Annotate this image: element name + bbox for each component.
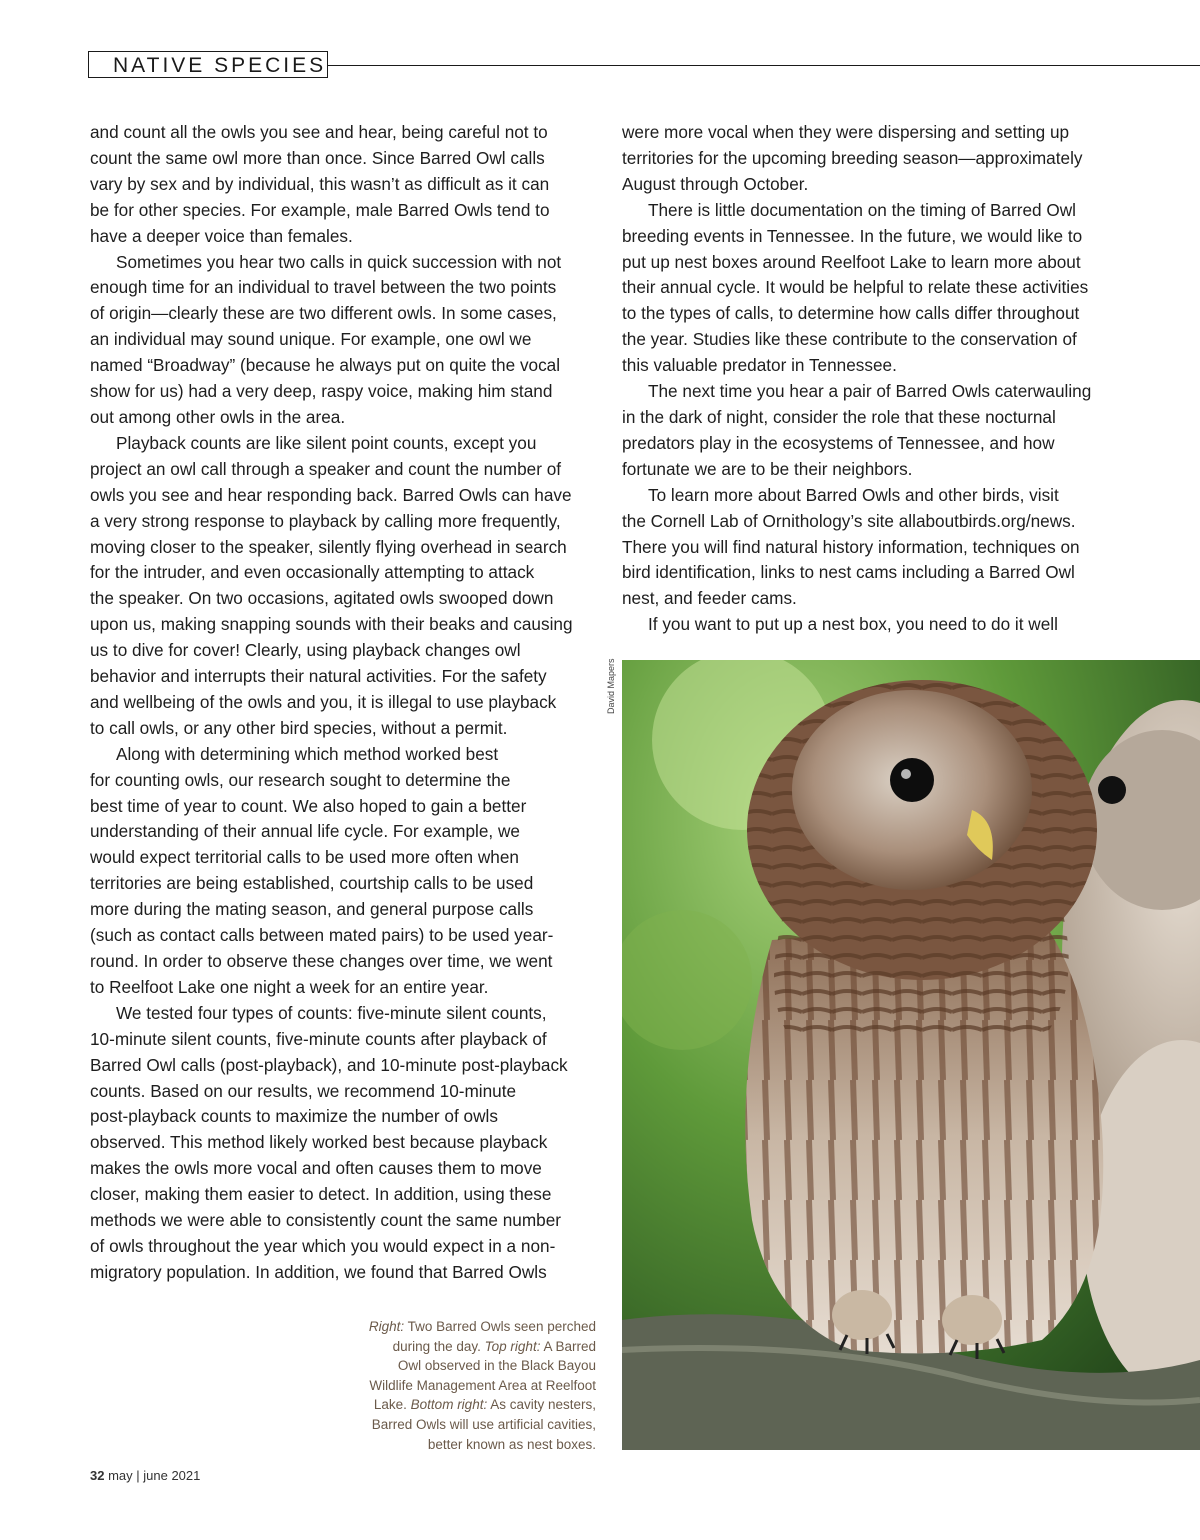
text-line: predators play in the ecosystems of Tennessee, and how xyxy=(622,432,1055,453)
text-line: Sometimes you hear two calls in quick succession with not xyxy=(116,251,562,272)
caption-text: Barred Owls will use artificial cavities, xyxy=(371,1416,596,1432)
text-line: and wellbeing of the owls and you, it is illegal to use playback xyxy=(90,691,557,712)
owl-photo xyxy=(622,660,1200,1450)
text-line: Playback counts are like silent point counts, except you xyxy=(116,432,537,453)
caption-label: Top right: xyxy=(484,1338,541,1354)
photo-credit: David Mapers xyxy=(606,658,616,714)
section-label: NATIVE SPECIES xyxy=(88,51,328,78)
text-line: August through October. xyxy=(622,173,809,194)
caption-line xyxy=(340,1435,596,1455)
caption-line xyxy=(340,1415,596,1435)
text-line: of owls throughout the year which you would expect in a non- xyxy=(90,1235,556,1256)
text-line: nest, and feeder cams. xyxy=(622,588,797,609)
text-line: the year. Studies like these contribute to the conservation of xyxy=(622,329,1077,350)
text-line: the Cornell Lab of Ornithology’s site allaboutbirds.org/news. xyxy=(622,510,1076,531)
text-line: best time of year to count. We also hoped to gain a better xyxy=(90,795,527,816)
text-line: observed. This method likely worked best because playback xyxy=(90,1132,548,1153)
caption-line xyxy=(340,1395,596,1415)
text-line: this valuable predator in Tennessee. xyxy=(622,355,897,376)
caption-text: Wildlife Management Area at Reelfoot xyxy=(369,1377,596,1393)
text-line: us to dive for cover! Clearly, using playback changes owl xyxy=(90,640,521,661)
caption-line xyxy=(340,1337,596,1357)
text-line: to the types of calls, to determine how calls differ throughout xyxy=(622,303,1080,324)
text-line: more during the mating season, and general purpose calls xyxy=(90,899,534,920)
text-line: for the intruder, and even occasionally attempting to attack xyxy=(90,562,535,583)
owl-photo-illustration xyxy=(622,660,1200,1450)
text-line: out among other owls in the area. xyxy=(90,406,346,427)
text-line: counts. Based on our results, we recommend 10-minute xyxy=(90,1080,517,1101)
caption-text: A Barred xyxy=(540,1338,596,1354)
text-line: makes the owls more vocal and often causes them to move xyxy=(90,1158,542,1179)
text-line: territories are being established, courtship calls to be used xyxy=(90,873,534,894)
text-line: to Reelfoot Lake one night a week for an entire year. xyxy=(90,976,489,997)
text-line: for counting owls, our research sought to determine the xyxy=(90,769,511,790)
text-line: We tested four types of counts: five-minute silent counts, xyxy=(116,1002,547,1023)
right-column xyxy=(622,120,1200,638)
issue-date: may | june 2021 xyxy=(108,1468,201,1483)
text-line: project an owl call through a speaker and count the number of xyxy=(90,458,562,479)
text-line: round. In order to observe these changes over time, we went xyxy=(90,951,553,971)
text-line: upon us, making snapping sounds with their beaks and causing xyxy=(90,614,573,635)
caption-label: Right: xyxy=(368,1319,405,1334)
caption-text: Two Barred Owls seen perched xyxy=(404,1319,596,1334)
caption-text: Owl observed in the Black Bayou xyxy=(397,1358,596,1374)
text-line: There you will find natural history information, techniques on xyxy=(622,536,1080,557)
text-line: be for other species. For example, male Barred Owls tend to xyxy=(90,199,550,220)
text-line: were more vocal when they were dispersing and setting up xyxy=(622,122,1070,142)
caption-line xyxy=(340,1376,596,1396)
text-line: the speaker. On two occasions, agitated owls swooped down xyxy=(90,588,554,609)
text-line: moving closer to the speaker, silently flying overhead in search xyxy=(90,536,567,557)
text-line: There is little documentation on the timing of Barred Owl xyxy=(648,199,1076,220)
text-line: fortunate we are to be their neighbors. xyxy=(622,458,913,479)
text-line: bird identification, links to nest cams including a Barred Owl xyxy=(622,562,1075,583)
text-line: To learn more about Barred Owls and other birds, visit xyxy=(648,484,1059,505)
caption-text: better known as nest boxes. xyxy=(427,1436,596,1452)
text-line: understanding of their annual life cycle. For example, we xyxy=(90,821,520,842)
text-line: show for us) had a very deep, raspy voice, making him stand xyxy=(90,381,553,402)
text-line: have a deeper voice than females. xyxy=(90,225,353,246)
page-number: 32 xyxy=(90,1468,105,1483)
text-line: their annual cycle. It would be helpful to relate these activities xyxy=(622,277,1089,298)
text-line: behavior and interrupts their natural activities. For the safety xyxy=(90,666,547,687)
text-line: closer, making them easier to detect. In addition, using these xyxy=(90,1184,552,1205)
text-line: count the same owl more than once. Since Barred Owl calls xyxy=(90,147,545,168)
text-line: 10-minute silent counts, five-minute counts after playback of xyxy=(90,1028,547,1049)
caption-line xyxy=(340,1356,596,1376)
text-line: The next time you hear a pair of Barred Owls caterwauling xyxy=(648,381,1092,402)
text-line: breeding events in Tennessee. In the future, we would like to xyxy=(622,225,1083,246)
caption-text: during the day. xyxy=(392,1338,485,1354)
text-line: enough time for an individual to travel between the two points xyxy=(90,277,557,298)
text-line: (such as contact calls between mated pairs) to be used year- xyxy=(90,925,554,946)
text-line: migratory population. In addition, we found that Barred Owls xyxy=(90,1261,547,1282)
caption-line xyxy=(340,1317,596,1337)
text-line: a very strong response to playback by calling more frequently, xyxy=(90,510,561,531)
text-line: Along with determining which method worked best xyxy=(116,743,499,764)
text-line: and count all the owls you see and hear, being careful not to xyxy=(90,122,548,142)
text-line: post-playback counts to maximize the number of owls xyxy=(90,1106,498,1127)
left-column xyxy=(90,120,600,1286)
text-line: in the dark of night, consider the role that these nocturnal xyxy=(622,406,1056,427)
text-line: owls you see and hear responding back. Barred Owls can have xyxy=(90,484,572,505)
text-line: of origin—clearly these are two different owls. In some cases, xyxy=(90,303,557,324)
text-line: Barred Owl calls (post-playback), and 10-minute post-playback xyxy=(90,1054,568,1075)
photo-caption xyxy=(340,1317,596,1454)
text-line: If you want to put up a nest box, you need to do it well xyxy=(648,614,1058,635)
text-line: vary by sex and by individual, this wasn’t as difficult as it can xyxy=(90,173,550,194)
text-line: named “Broadway” (because he always put on quite the vocal xyxy=(90,355,561,376)
text-line: would expect territorial calls to be used more often when xyxy=(90,847,519,868)
text-line: an individual may sound unique. For example, one owl we xyxy=(90,329,532,350)
caption-text: Lake. xyxy=(373,1397,411,1413)
text-line: methods we were able to consistently count the same number xyxy=(90,1210,561,1231)
text-line: put up nest boxes around Reelfoot Lake to learn more about xyxy=(622,251,1081,272)
text-line: territories for the upcoming breeding season—approximately xyxy=(622,147,1083,168)
caption-label: Bottom right: xyxy=(410,1397,488,1413)
text-line: to call owls, or any other bird species, without a permit. xyxy=(90,717,508,738)
caption-text: As cavity nesters, xyxy=(487,1397,596,1413)
page-footer xyxy=(90,1468,200,1483)
